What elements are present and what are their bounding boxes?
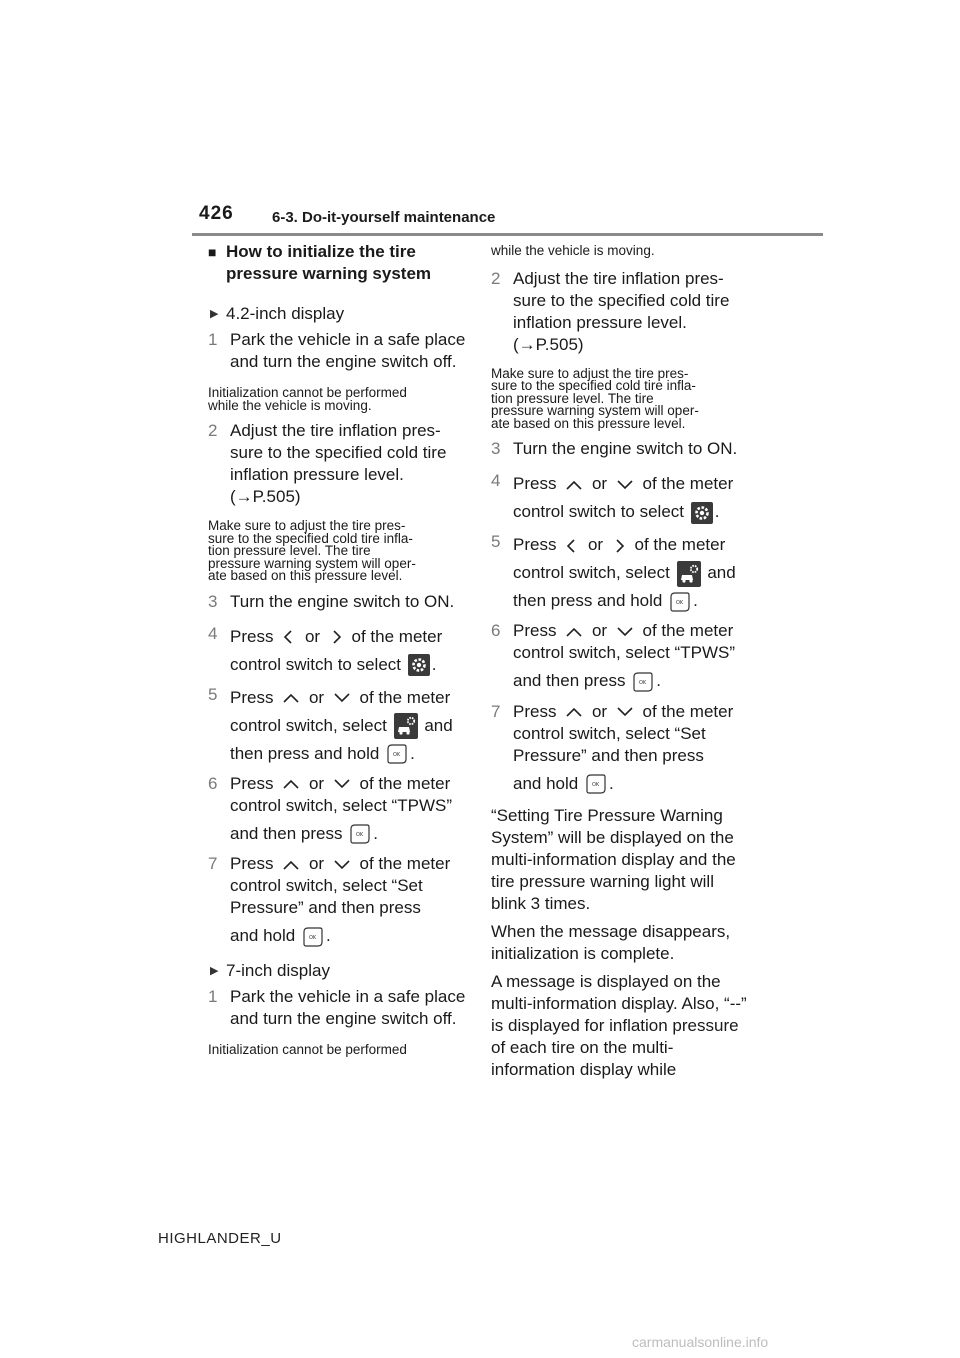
step-text: .	[410, 743, 415, 763]
subsection-title	[208, 303, 470, 325]
step-text: or	[591, 474, 608, 493]
step-text: or	[308, 854, 325, 874]
step-item	[491, 620, 753, 693]
step-text: or	[304, 626, 321, 646]
step-text: Turn the engine switch to ON.	[513, 439, 738, 458]
chevron-up-icon	[280, 691, 302, 705]
chevron-up-icon	[280, 858, 302, 872]
svg-text:OK: OK	[676, 599, 684, 606]
chevron-up-icon	[563, 478, 585, 492]
step-number: 4	[208, 623, 218, 643]
gear-icon	[408, 654, 430, 676]
left-column	[208, 241, 470, 1056]
step-text: and then press	[513, 671, 626, 690]
ok-button-icon	[669, 591, 691, 613]
step-number: 7	[208, 854, 218, 874]
subsection-label: 7-inch display	[226, 960, 330, 980]
step-text: of the meter	[359, 854, 451, 874]
note-line: while the vehicle is moving.	[208, 397, 372, 413]
note-line: Make sure to adjust the tire pres-	[208, 518, 406, 533]
step-item	[491, 531, 753, 615]
step-text: Press	[230, 854, 274, 874]
step-number: 1	[208, 330, 218, 349]
step-text: and hold	[230, 926, 296, 946]
note-line: sure to the specified cold tire infla-	[208, 530, 413, 546]
subsection-title	[208, 960, 470, 982]
step-item	[491, 470, 753, 526]
step-text: Press	[513, 535, 557, 554]
page-reference: (→P.505)	[230, 487, 301, 506]
step-text: .	[431, 654, 437, 674]
step-item	[208, 623, 470, 679]
chapter-title: 6-3. Do-it-yourself maintenance	[272, 209, 496, 226]
step-item	[208, 773, 470, 846]
step-item	[208, 986, 470, 1030]
page-reference: (→P.505)	[513, 334, 584, 354]
ok-button-icon	[585, 773, 607, 795]
step-number: 4	[491, 471, 501, 490]
note-line: tion pressure level. The tire	[491, 390, 654, 406]
note	[491, 365, 753, 431]
page-number: 426	[199, 203, 234, 224]
note-line: tion pressure level. The tire	[208, 543, 371, 558]
chevron-down-icon	[614, 478, 636, 492]
svg-text:OK: OK	[393, 752, 401, 759]
step-text: Press	[230, 626, 274, 646]
step-text: .	[608, 773, 614, 793]
heading-line: pressure warning system	[226, 264, 432, 283]
note-line: pressure warning system will oper-	[208, 555, 416, 571]
step-text: Park the vehicle in a safe place and turn the engine switch off.	[230, 986, 466, 1028]
step-number: 5	[491, 532, 501, 551]
square-bullet-icon: ■	[208, 244, 217, 260]
step-text: then press and hold	[513, 591, 663, 610]
note-line: Initialization cannot be performed	[208, 1041, 407, 1057]
step-number: 1	[208, 986, 218, 1006]
step-text: .	[693, 591, 698, 610]
ok-button-icon	[632, 671, 654, 693]
step-text: Adjust the tire inflation pres-sure to the specified cold tire inflation pressure level.	[230, 421, 447, 484]
step-text: or	[591, 621, 608, 640]
body-paragraph: A message is displayed on the multi-information display. Also, “--” is displayed for inflation pressure of each tire on the multi-information display while	[491, 972, 747, 1080]
vehicle-settings-icon	[677, 561, 701, 587]
step-text: control switch, select “Set Pressure” and then press	[513, 723, 706, 765]
heading-line: How to initialize the tire	[226, 242, 416, 261]
note-line: while the vehicle is moving.	[491, 243, 655, 258]
chevron-right-icon	[327, 628, 345, 646]
step-text: or	[587, 535, 604, 554]
note	[208, 387, 470, 412]
step-text: of the meter	[351, 626, 443, 646]
step-text: and then press	[230, 823, 343, 843]
note-line: pressure warning system will oper-	[491, 403, 699, 418]
step-text: of the meter	[359, 773, 451, 793]
step-number: 6	[491, 621, 501, 640]
step-text: Press	[513, 701, 557, 721]
ok-button-icon	[302, 926, 324, 948]
step-text: control switch, select	[230, 715, 387, 735]
step-number: 3	[208, 591, 218, 611]
step-text: control switch to select	[230, 654, 402, 674]
step-text: of the meter	[642, 474, 734, 493]
step-number: 5	[208, 684, 218, 704]
step-item	[208, 684, 470, 768]
step-item	[208, 591, 470, 613]
svg-text:OK: OK	[356, 832, 364, 839]
chevron-down-icon	[331, 777, 353, 791]
step-text: of the meter	[634, 535, 726, 554]
chevron-left-icon	[280, 628, 298, 646]
chevron-right-icon	[610, 537, 628, 555]
step-text: Adjust the tire inflation pres-sure to the specified cold tire inflation pressure level.	[513, 268, 730, 332]
svg-text:OK: OK	[308, 934, 317, 941]
step-number: 2	[208, 421, 218, 440]
gear-icon	[691, 502, 713, 524]
note-line: ate based on this pressure level.	[491, 415, 686, 431]
section-heading	[208, 241, 470, 285]
chevron-up-icon	[280, 777, 302, 791]
footer-model-code: HIGHLANDER_U	[158, 1230, 282, 1247]
step-text: Press	[513, 621, 557, 640]
step-number: 3	[491, 439, 501, 458]
note-line: ate based on this pressure level.	[208, 568, 403, 583]
step-text: then press and hold	[230, 743, 380, 763]
chevron-down-icon	[614, 705, 636, 719]
watermark: carmanualsonline.info	[632, 1334, 769, 1350]
step-text: .	[325, 926, 331, 946]
step-item	[491, 701, 753, 796]
step-item	[208, 329, 470, 373]
step-text: and hold	[513, 773, 579, 793]
body-paragraph: When the message disappears, initialization is complete.	[491, 922, 731, 964]
note-line: Make sure to adjust the tire pres-	[491, 365, 689, 381]
vehicle-settings-icon	[394, 713, 418, 739]
right-column	[491, 241, 753, 1081]
step-text: Press	[513, 474, 557, 493]
triangle-bullet-icon: ▶	[210, 964, 219, 977]
step-text: of the meter	[642, 621, 734, 640]
step-number: 2	[491, 268, 501, 288]
chevron-up-icon	[563, 705, 585, 719]
step-text: Park the vehicle in a safe place and turn the engine switch off.	[230, 330, 466, 371]
step-text: or	[591, 701, 608, 721]
note	[208, 1041, 470, 1057]
step-item	[491, 438, 753, 460]
step-number: 6	[208, 773, 218, 793]
step-text: Press	[230, 687, 274, 707]
step-text: .	[714, 502, 720, 521]
step-text: of the meter	[642, 701, 734, 721]
chevron-up-icon	[563, 625, 585, 639]
step-item	[491, 268, 753, 356]
step-text: control switch, select “TPWS”	[513, 643, 735, 662]
step-text: and	[424, 715, 453, 735]
ok-button-icon	[386, 743, 408, 765]
svg-text:OK: OK	[639, 679, 647, 686]
step-text: Turn the engine switch to ON.	[230, 591, 455, 611]
step-text: control switch to select	[513, 502, 685, 521]
chevron-down-icon	[614, 625, 636, 639]
step-text: or	[308, 687, 325, 707]
step-text: of the meter	[359, 687, 451, 707]
body-paragraph: “Setting Tire Pressure Warning System” will be displayed on the multi-information display and the tire pressure warning light will blink 3 times.	[491, 806, 736, 914]
note	[208, 520, 470, 583]
header-divider	[192, 233, 823, 236]
step-text: control switch, select “Set Pressure” and then press	[230, 876, 423, 918]
ok-button-icon	[349, 823, 371, 845]
step-text: or	[308, 773, 325, 793]
chevron-down-icon	[331, 691, 353, 705]
svg-text:OK: OK	[591, 782, 600, 789]
step-text: .	[373, 823, 378, 843]
step-number: 7	[491, 701, 501, 721]
chevron-down-icon	[331, 858, 353, 872]
note-line: sure to the specified cold tire infla-	[491, 378, 696, 393]
step-text: control switch, select	[513, 563, 670, 582]
step-text: Press	[230, 773, 274, 793]
note-line: Initialization cannot be performed	[208, 385, 407, 400]
subsection-label: 4.2-inch display	[226, 304, 345, 323]
step-item	[208, 853, 470, 948]
step-text: and	[707, 563, 736, 582]
chevron-left-icon	[563, 537, 581, 555]
step-item	[208, 420, 470, 508]
step-text: control switch, select “TPWS”	[230, 795, 452, 815]
step-text: .	[656, 671, 661, 690]
triangle-bullet-icon: ▶	[210, 308, 219, 320]
